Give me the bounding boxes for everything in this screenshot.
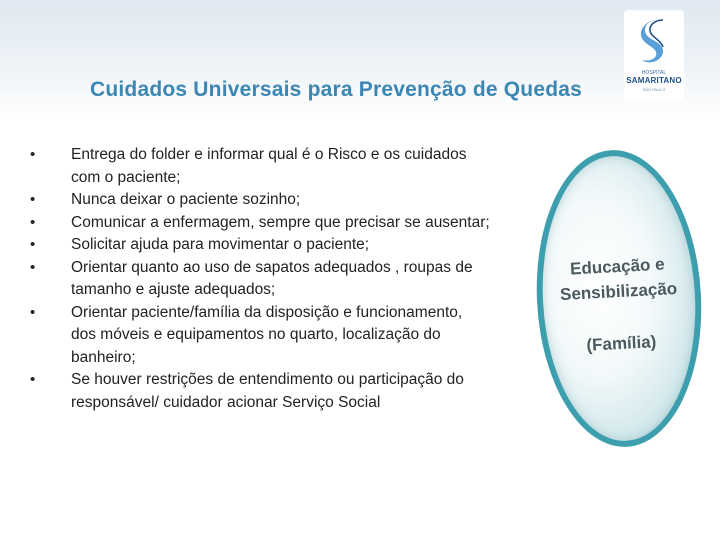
logo-name: SAMARITANO [626,76,682,85]
bullet-marker: • [30,191,36,208]
education-oval [529,146,708,451]
bullet-text: Entrega do folder e informar qual é o Risco e os cuidados com o paciente; [71,146,467,186]
bullet-text: Orientar paciente/família da disposição e funcionamento, dos móveis e equipamentos no quarto, localização do banheiro; [71,303,463,366]
list-item [30,234,490,257]
list-item [30,302,490,370]
list-item [30,144,490,189]
list-item [30,189,490,212]
bullet-list [30,144,490,414]
list-item [30,369,490,414]
s-logo-icon [636,16,672,68]
list-item [30,257,490,302]
oval-line-sensitization: Sensibilização [559,278,678,305]
hospital-logo [624,10,684,102]
bullet-text: Se houver restrições de entendimento ou participação do responsável/ cuidador acionar Serviço Social [71,371,464,411]
bullet-text: Nunca deixar o paciente sozinho; [71,191,301,208]
logo-hospital-label: HOSPITAL [641,70,667,76]
bullet-marker: • [30,213,36,231]
oval-line-education: Educação e [569,254,666,279]
slide-title: Cuidados Universais para Prevenção de Quedas [90,78,582,101]
logo-city: SÃO PAULO [642,87,666,92]
bullet-marker: • [30,371,36,388]
bullet-marker: • [30,146,36,163]
bullet-marker: • [30,258,36,276]
list-item [30,212,490,235]
oval-line-family: (Família) [585,332,657,355]
oval-heading [541,250,695,308]
bullet-text: Comunicar a enfermagem, sempre que precisar se ausentar; [71,213,490,231]
bullet-text: Solicitar ajuda para movimentar o paciente; [71,236,370,253]
bullet-marker: • [30,303,36,321]
bullet-text: Orientar quanto ao uso de sapatos adequados , roupas de tamanho e ajuste adequados; [71,258,473,298]
bullet-marker: • [30,236,36,253]
